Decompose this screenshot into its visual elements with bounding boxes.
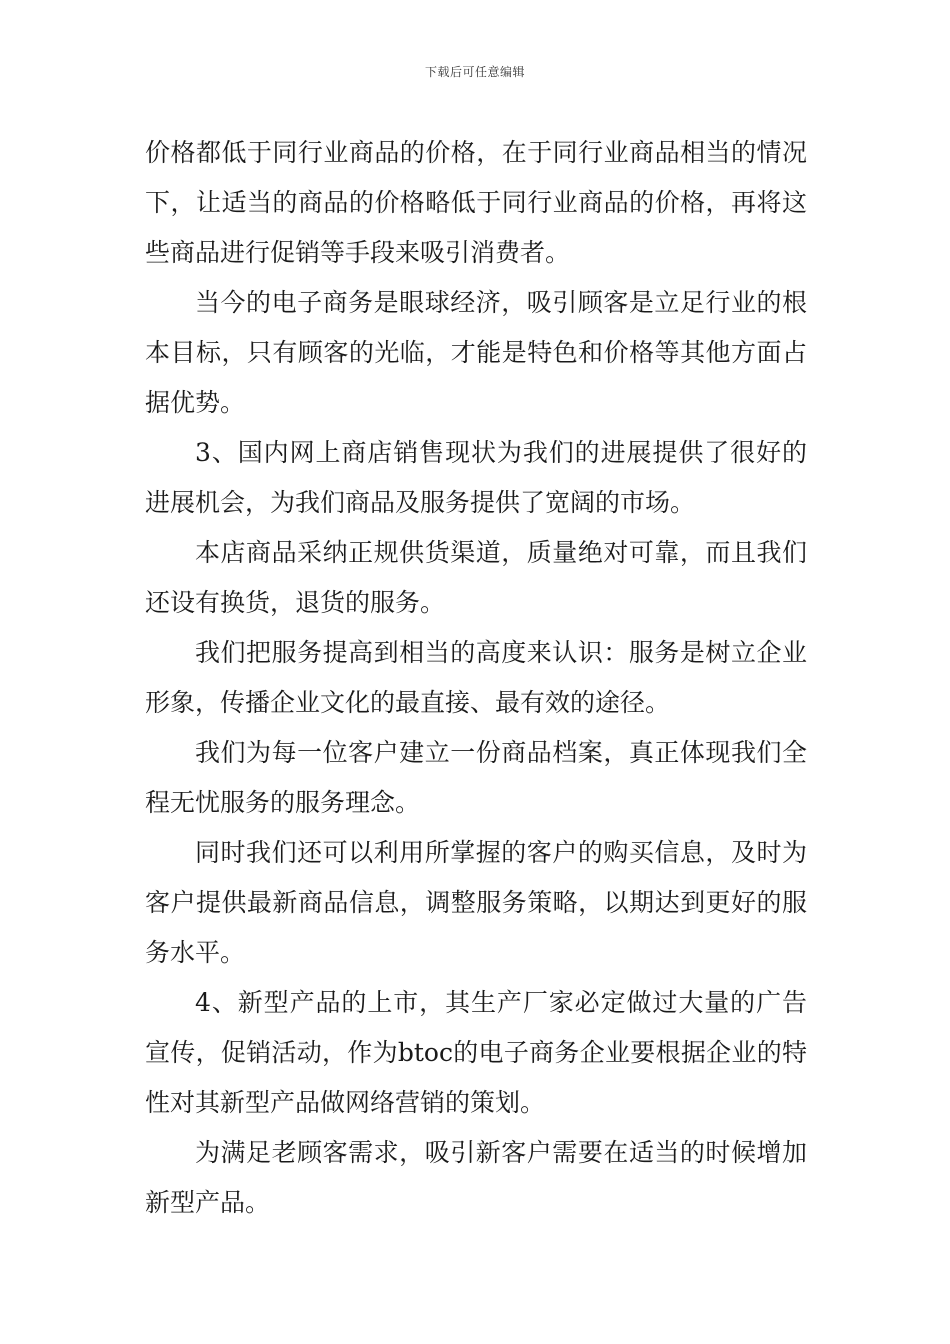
paragraph-market-opportunity: 3、国内网上商店销售现状为我们的进展提供了很好的进展机会，为我们商品及服务提供了宽阔的市场。 — [145, 438, 807, 517]
paragraph-customer-needs: 为满足老顾客需求，吸引新客户需要在适当的时候增加新型产品。 — [145, 1138, 807, 1217]
paragraph-customer-info: 同时我们还可以利用所掌握的客户的购买信息，及时为客户提供最新商品信息，调整服务策略，以期达到更好的服务水平。 — [145, 838, 807, 967]
paragraph-new-products: 4、新型产品的上市，其生产厂家必定做过大量的广告宣传，促销活动，作为btoc的电子商务企业要根据企业的特性对其新型产品做网络营销的策划。 — [145, 988, 807, 1117]
paragraph-service-importance: 我们把服务提高到相当的高度来认识：服务是树立企业形象，传播企业文化的最直接、最有效的途径。 — [145, 638, 807, 717]
paragraph-eyeball-economy: 当今的电子商务是眼球经济，吸引顾客是立足行业的根本目标，只有顾客的光临，才能是特色和价格等其他方面占据优势。 — [145, 288, 807, 417]
page-header: 下载后可任意编辑 — [424, 65, 525, 79]
paragraph-price-strategy: 价格都低于同行业商品的价格，在于同行业商品相当的情况下，让适当的商品的价格略低于同行业商品的价格，再将这些商品进行促销等手段来吸引消费者。 — [145, 138, 807, 267]
paragraph-customer-archive: 我们为每一位客户建立一份商品档案，真正体现我们全程无忧服务的服务理念。 — [145, 738, 807, 817]
paragraph-quality-assurance: 本店商品采纳正规供货渠道，质量绝对可靠，而且我们还设有换货，退货的服务。 — [145, 538, 807, 617]
document-body — [145, 128, 807, 1228]
